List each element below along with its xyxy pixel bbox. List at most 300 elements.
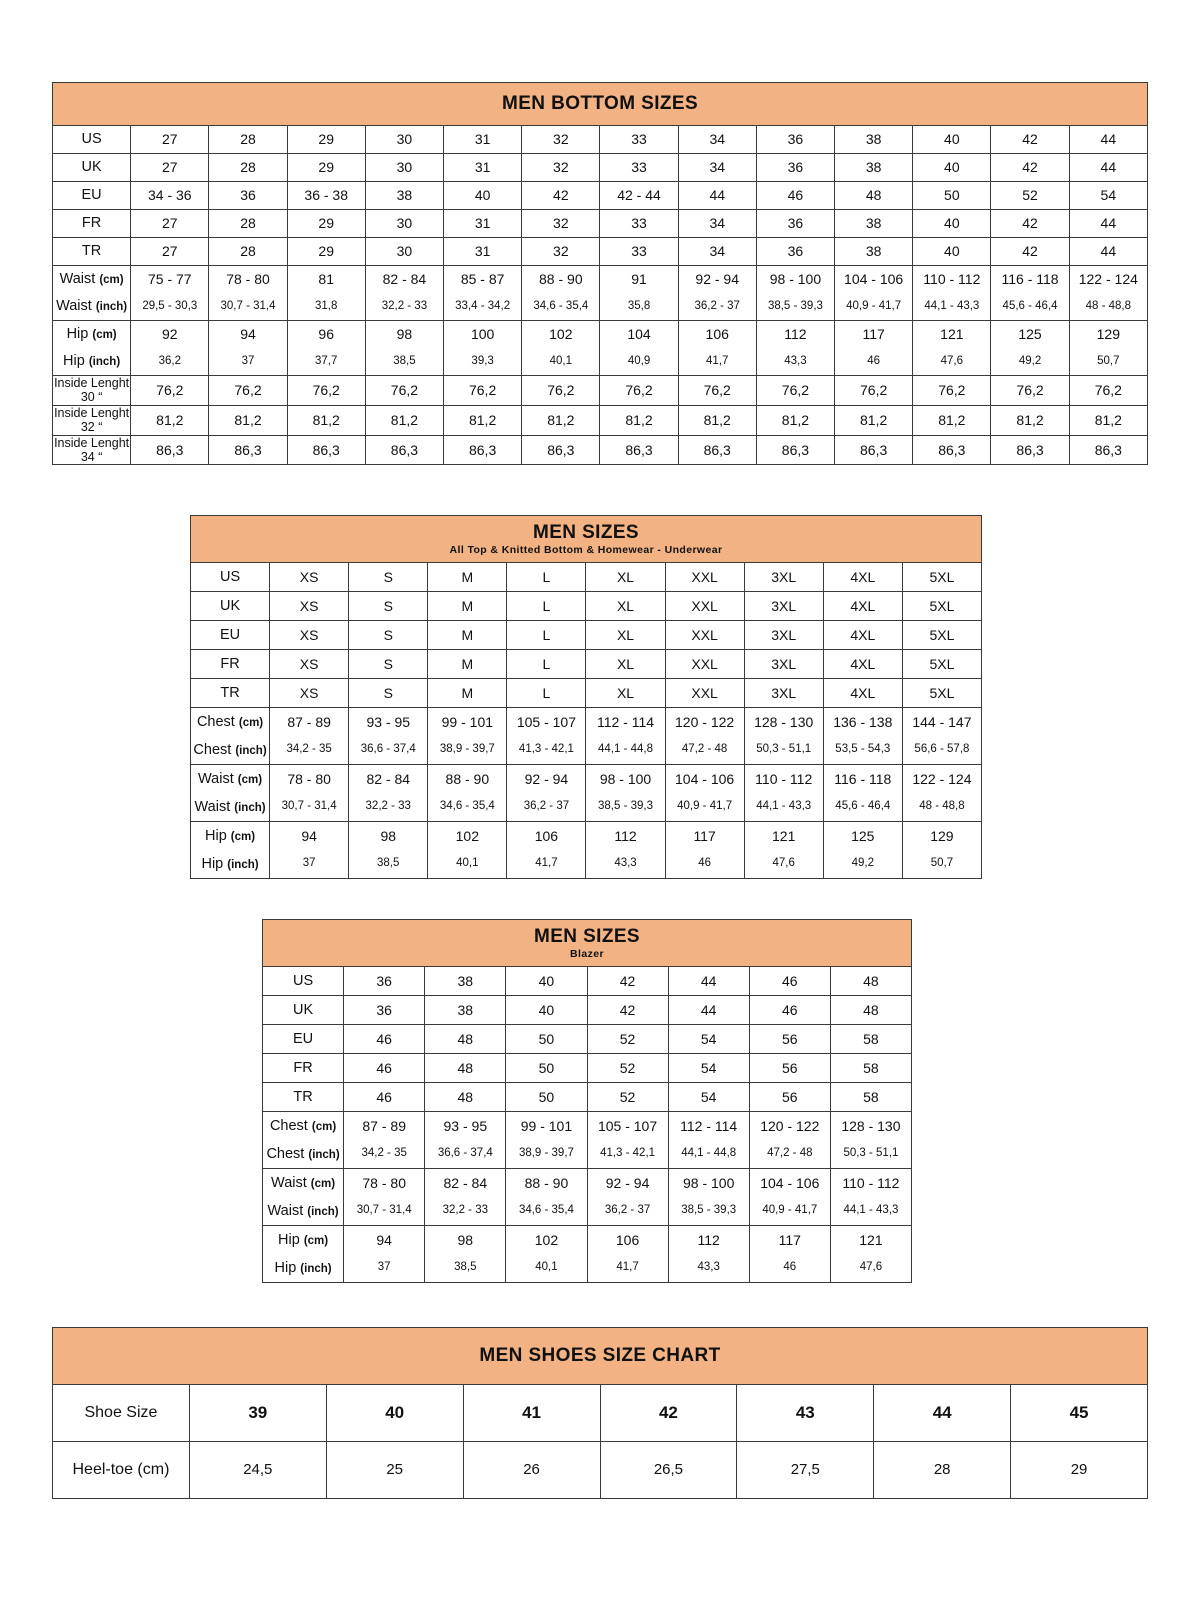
table-cell: 46 [749, 967, 830, 996]
table-cell: 121 [744, 822, 823, 851]
table-cell: XXL [665, 621, 744, 650]
table-cell: 32,2 - 33 [349, 793, 428, 822]
row-label-us: US [191, 563, 270, 592]
table-cell: 78 - 80 [270, 765, 349, 794]
table-cell: 81,2 [600, 405, 678, 435]
table-cell: 40 [326, 1385, 463, 1442]
table-cell: 46 [749, 996, 830, 1025]
row-label-waist-cm: Waist (cm) [263, 1169, 344, 1198]
table-cell: 48 - 48,8 [1069, 293, 1147, 321]
table-cell: 41 [463, 1385, 600, 1442]
table-cell: 38,5 - 39,3 [668, 1197, 749, 1226]
table-cell: 30 [365, 126, 443, 154]
table-cell: 48 - 48,8 [902, 793, 981, 822]
table-cell: 42 [600, 1385, 737, 1442]
table-cell: 129 [1069, 321, 1147, 349]
row-label-uk: UK [53, 154, 131, 182]
table-cell: 86,3 [678, 435, 756, 465]
table-cell: 112 - 114 [668, 1112, 749, 1141]
table-cell: 50,3 - 51,1 [830, 1140, 911, 1169]
table-cell: 39,3 [444, 348, 522, 376]
table-cell: 46 [344, 1025, 425, 1054]
table-row [53, 435, 1148, 465]
table-cell: 36,2 - 37 [507, 793, 586, 822]
table-cell: 38 [425, 967, 506, 996]
table-cell: 98 [365, 321, 443, 349]
table-cell: 42 [587, 967, 668, 996]
table-cell: 38 [365, 182, 443, 210]
table-cell: 44 [668, 996, 749, 1025]
table-cell: 112 [756, 321, 834, 349]
row-label-hip-inch: Hip (inch) [263, 1254, 344, 1283]
table-cell: 43,3 [668, 1254, 749, 1283]
table-cell: 86,3 [913, 435, 991, 465]
table-title-row [191, 516, 982, 563]
table-row [53, 1385, 1148, 1442]
table-row [191, 592, 982, 621]
table-cell: 46 [756, 182, 834, 210]
table-cell: 3XL [744, 621, 823, 650]
table-cell: 28 [209, 210, 287, 238]
table-cell: 86,3 [756, 435, 834, 465]
table-cell: XS [270, 621, 349, 650]
table-cell: 81,2 [756, 405, 834, 435]
table-cell: 34,2 - 35 [270, 736, 349, 765]
table-cell: 3XL [744, 679, 823, 708]
table-cell: 36 - 38 [287, 182, 365, 210]
table-title: MEN BOTTOM SIZES [53, 83, 1148, 126]
table-cell: 47,2 - 48 [749, 1140, 830, 1169]
table-row [53, 126, 1148, 154]
row-label-tr: TR [263, 1083, 344, 1112]
table-cell: 86,3 [991, 435, 1069, 465]
table-cell: 32 [522, 154, 600, 182]
table-cell: 86,3 [835, 435, 913, 465]
table-cell: 58 [830, 1083, 911, 1112]
table-cell: 81,2 [444, 405, 522, 435]
table-cell: 49,2 [823, 850, 902, 879]
table-title-row [53, 1328, 1148, 1385]
table-cell: 53,5 - 54,3 [823, 736, 902, 765]
table-cell: 94 [344, 1226, 425, 1255]
row-label-tr: TR [191, 679, 270, 708]
row-label-chest-cm: Chest (cm) [191, 708, 270, 737]
table-title: MEN SIZES All Top & Knitted Bottom & Homewear - Underwear [191, 516, 982, 563]
table-cell: 86,3 [209, 435, 287, 465]
table-cell: 34,6 - 35,4 [428, 793, 507, 822]
table-row [53, 405, 1148, 435]
table-cell: 82 - 84 [425, 1169, 506, 1198]
table-cell: 40,9 - 41,7 [665, 793, 744, 822]
table-cell: 47,6 [830, 1254, 911, 1283]
table-cell: 50,7 [902, 850, 981, 879]
table-cell: 40,9 - 41,7 [835, 293, 913, 321]
table-cell: 31 [444, 238, 522, 266]
table-cell: 44 [1069, 154, 1147, 182]
table-cell: 92 - 94 [587, 1169, 668, 1198]
table-cell: 42 [991, 210, 1069, 238]
table-cell: 56 [749, 1083, 830, 1112]
table-cell: 33 [600, 238, 678, 266]
table-cell: 37 [209, 348, 287, 376]
table-row [263, 996, 912, 1025]
table-men-sizes-tops [190, 515, 982, 879]
table-cell: 106 [507, 822, 586, 851]
table-cell: 86,3 [600, 435, 678, 465]
table-cell: L [507, 650, 586, 679]
table-cell: 38,5 [365, 348, 443, 376]
table-cell: 85 - 87 [444, 266, 522, 294]
table-cell: 40,1 [506, 1254, 587, 1283]
table-cell: XS [270, 592, 349, 621]
table-cell: S [349, 679, 428, 708]
table-cell: 34 [678, 126, 756, 154]
table-cell: 48 [425, 1054, 506, 1083]
table-cell: 3XL [744, 650, 823, 679]
table-cell: 44 [1069, 210, 1147, 238]
table-cell: 81,2 [835, 405, 913, 435]
table-cell: 50 [506, 1054, 587, 1083]
table-cell: 44 [678, 182, 756, 210]
table-cell: 40 [506, 996, 587, 1025]
table-row [53, 266, 1148, 294]
table-row [53, 182, 1148, 210]
table-row [53, 154, 1148, 182]
table-row [53, 348, 1148, 376]
table-title: MEN SIZES Blazer [263, 920, 912, 967]
table-cell: XL [586, 650, 665, 679]
table-cell: 88 - 90 [522, 266, 600, 294]
table-cell: 39 [189, 1385, 326, 1442]
table-cell: 81,2 [1069, 405, 1147, 435]
table-cell: 81 [287, 266, 365, 294]
table-cell: 29 [287, 238, 365, 266]
table-cell: 47,6 [744, 850, 823, 879]
table-row [263, 1112, 912, 1141]
table-cell: 98 - 100 [668, 1169, 749, 1198]
table-cell: 76,2 [287, 376, 365, 406]
table-row [53, 321, 1148, 349]
table-cell: S [349, 650, 428, 679]
table-cell: 36,2 - 37 [587, 1197, 668, 1226]
table-cell: 76,2 [678, 376, 756, 406]
table-cell: 120 - 122 [665, 708, 744, 737]
table-cell: S [349, 592, 428, 621]
table-cell: 52 [587, 1083, 668, 1112]
table-cell: 58 [830, 1025, 911, 1054]
table-cell: 86,3 [287, 435, 365, 465]
table-cell: 76,2 [991, 376, 1069, 406]
table-cell: 28 [209, 154, 287, 182]
table-cell: 110 - 112 [744, 765, 823, 794]
table-cell: 40 [506, 967, 587, 996]
table-cell: 122 - 124 [1069, 266, 1147, 294]
table-cell: XXL [665, 650, 744, 679]
table-cell: 4XL [823, 679, 902, 708]
table-title: MEN SHOES SIZE CHART [53, 1328, 1148, 1385]
table-cell: 58 [830, 1054, 911, 1083]
table-cell: 88 - 90 [506, 1169, 587, 1198]
table-cell: 28 [209, 126, 287, 154]
row-label-fr: FR [263, 1054, 344, 1083]
table-cell: XL [586, 621, 665, 650]
table-cell: 38,5 - 39,3 [756, 293, 834, 321]
table-cell: 28 [209, 238, 287, 266]
table-cell: 96 [287, 321, 365, 349]
table-cell: 36,2 [131, 348, 209, 376]
table-cell: 44,1 - 44,8 [586, 736, 665, 765]
table-cell: M [428, 679, 507, 708]
table-cell: 81,2 [287, 405, 365, 435]
table-men-shoes-size-chart [52, 1327, 1148, 1499]
table-cell: 42 - 44 [600, 182, 678, 210]
table-cell: 42 [991, 238, 1069, 266]
table-cell: 36 [756, 238, 834, 266]
table-cell: 32 [522, 238, 600, 266]
table-cell: 27,5 [737, 1442, 874, 1499]
table-cell: 81,2 [131, 405, 209, 435]
table-cell: 48 [425, 1083, 506, 1112]
table-cell: L [507, 621, 586, 650]
table-cell: 41,3 - 42,1 [507, 736, 586, 765]
table-cell: 92 - 94 [678, 266, 756, 294]
table-cell: 38,5 - 39,3 [586, 793, 665, 822]
table-row [263, 1169, 912, 1198]
row-label-hip-cm: Hip (cm) [263, 1226, 344, 1255]
table-cell: 112 [668, 1226, 749, 1255]
table-cell: M [428, 621, 507, 650]
table-cell: 110 - 112 [830, 1169, 911, 1198]
row-label-inside-length-32: Inside Lenght 32 “ [54, 405, 130, 435]
table-cell: 76,2 [913, 376, 991, 406]
table-cell: 98 - 100 [586, 765, 665, 794]
table-cell: 31 [444, 210, 522, 238]
table-cell: 121 [913, 321, 991, 349]
table-cell: 26 [463, 1442, 600, 1499]
table-cell: 102 [522, 321, 600, 349]
table-row [263, 1254, 912, 1283]
table-cell: 38,9 - 39,7 [506, 1140, 587, 1169]
table-cell: 34 [678, 210, 756, 238]
table-cell: 54 [1069, 182, 1147, 210]
table-cell: 112 - 114 [586, 708, 665, 737]
table-cell: 76,2 [835, 376, 913, 406]
table-cell: 40 [444, 182, 522, 210]
table-cell: 36 [344, 996, 425, 1025]
table-cell: 82 - 84 [349, 765, 428, 794]
table-cell: XXL [665, 679, 744, 708]
table-cell: 34,6 - 35,4 [522, 293, 600, 321]
table-cell: M [428, 592, 507, 621]
table-cell: 28 [874, 1442, 1011, 1499]
table-cell: 44,1 - 43,3 [913, 293, 991, 321]
table-row [263, 967, 912, 996]
table-cell: 128 - 130 [830, 1112, 911, 1141]
table-cell: XS [270, 650, 349, 679]
table-cell: 106 [678, 321, 756, 349]
table-cell: 98 [425, 1226, 506, 1255]
table-cell: 125 [823, 822, 902, 851]
table-cell: 36,2 - 37 [678, 293, 756, 321]
table-cell: 117 [835, 321, 913, 349]
table-cell: 52 [991, 182, 1069, 210]
row-label-hip-cm: Hip (cm) [191, 822, 270, 851]
table-title-row [263, 920, 912, 967]
table-cell: 46 [344, 1054, 425, 1083]
row-label-inside-length-34: Inside Lenght 34 “ [54, 435, 130, 464]
table-cell: 27 [131, 238, 209, 266]
table-cell: 31 [444, 154, 522, 182]
table-cell: 82 - 84 [365, 266, 443, 294]
table-cell: 117 [749, 1226, 830, 1255]
table-cell: XS [270, 679, 349, 708]
table-cell: 105 - 107 [507, 708, 586, 737]
table-cell: 29 [1011, 1442, 1148, 1499]
row-label-waist-cm: Waist (cm) [191, 765, 270, 794]
table-cell: 45,6 - 46,4 [823, 793, 902, 822]
table-cell: 5XL [902, 621, 981, 650]
table-cell: 88 - 90 [428, 765, 507, 794]
table-row [191, 650, 982, 679]
table-cell: 44,1 - 43,3 [830, 1197, 911, 1226]
table-cell: M [428, 650, 507, 679]
table-cell: 104 - 106 [835, 266, 913, 294]
table-cell: 76,2 [131, 376, 209, 406]
table-cell: 34 - 36 [131, 182, 209, 210]
table-cell: 110 - 112 [913, 266, 991, 294]
row-label-eu: EU [191, 621, 270, 650]
table-cell: 86,3 [522, 435, 600, 465]
table-cell: 27 [131, 210, 209, 238]
table-cell: 94 [270, 822, 349, 851]
table-cell: 92 [131, 321, 209, 349]
table-cell: 44 [668, 967, 749, 996]
table-cell: 48 [835, 182, 913, 210]
table-cell: 91 [600, 266, 678, 294]
table-cell: 93 - 95 [349, 708, 428, 737]
table-row [53, 238, 1148, 266]
table-cell: 75 - 77 [131, 266, 209, 294]
table-cell: 76,2 [1069, 376, 1147, 406]
table-cell: 4XL [823, 650, 902, 679]
table-cell: 24,5 [189, 1442, 326, 1499]
table-cell: 98 [349, 822, 428, 851]
table-cell: 106 [587, 1226, 668, 1255]
table-cell: 40,1 [522, 348, 600, 376]
table-cell: L [507, 592, 586, 621]
table-cell: 48 [830, 996, 911, 1025]
table-cell: 40,9 - 41,7 [749, 1197, 830, 1226]
table-cell: 99 - 101 [428, 708, 507, 737]
table-cell: 41,7 [678, 348, 756, 376]
row-label-waist-inch: Waist (inch) [263, 1197, 344, 1226]
table-cell: 136 - 138 [823, 708, 902, 737]
table-cell: 50 [506, 1025, 587, 1054]
table-cell: 87 - 89 [270, 708, 349, 737]
table-cell: L [507, 563, 586, 592]
table-cell: 104 [600, 321, 678, 349]
table-cell: 120 - 122 [749, 1112, 830, 1141]
table-cell: 38 [835, 126, 913, 154]
row-label-uk: UK [191, 592, 270, 621]
table-row [263, 1083, 912, 1112]
table-cell: 41,7 [507, 850, 586, 879]
table-cell: 43,3 [586, 850, 665, 879]
table-cell: 26,5 [600, 1442, 737, 1499]
table-cell: 38,5 [349, 850, 428, 879]
table-cell: 33 [600, 154, 678, 182]
table-cell: 116 - 118 [823, 765, 902, 794]
table-cell: 36 [756, 154, 834, 182]
table-cell: XL [586, 563, 665, 592]
table-cell: 112 [586, 822, 665, 851]
table-cell: 4XL [823, 563, 902, 592]
table-cell: 33,4 - 34,2 [444, 293, 522, 321]
table-cell: 46 [344, 1083, 425, 1112]
row-label-tr: TR [53, 238, 131, 266]
table-cell: 81,2 [365, 405, 443, 435]
table-cell: 37 [344, 1254, 425, 1283]
table-cell: 30 [365, 210, 443, 238]
table-cell: 50,3 - 51,1 [744, 736, 823, 765]
table-cell: 4XL [823, 621, 902, 650]
table-cell: 104 - 106 [665, 765, 744, 794]
table-cell: 81,2 [913, 405, 991, 435]
table-cell: 50 [913, 182, 991, 210]
table-cell: 35,8 [600, 293, 678, 321]
table-cell: 33 [600, 210, 678, 238]
table-cell: 87 - 89 [344, 1112, 425, 1141]
row-label-hip-cm: Hip (cm) [53, 321, 131, 349]
table-row [263, 1025, 912, 1054]
table-cell: 100 [444, 321, 522, 349]
row-label-shoe-size: Shoe Size [53, 1385, 190, 1442]
table-cell: 45,6 - 46,4 [991, 293, 1069, 321]
table-cell: 42 [991, 154, 1069, 182]
table-cell: 27 [131, 126, 209, 154]
table-title-row [53, 83, 1148, 126]
table-cell: 32,2 - 33 [365, 293, 443, 321]
table-cell: 125 [991, 321, 1069, 349]
table-row [191, 708, 982, 737]
row-label-chest-cm: Chest (cm) [263, 1112, 344, 1141]
table-cell: 56,6 - 57,8 [902, 736, 981, 765]
table-cell: 76,2 [600, 376, 678, 406]
table-cell: 44,1 - 43,3 [744, 793, 823, 822]
table-row [191, 736, 982, 765]
table-cell: 34 [678, 154, 756, 182]
table-cell: 40 [913, 126, 991, 154]
table-row [191, 793, 982, 822]
table-cell: 27 [131, 154, 209, 182]
table-cell: 52 [587, 1054, 668, 1083]
table-row [53, 376, 1148, 406]
table-men-bottom-sizes [52, 82, 1148, 465]
table-cell: 38,5 [425, 1254, 506, 1283]
row-label-eu: EU [53, 182, 131, 210]
table-cell: 5XL [902, 563, 981, 592]
table-cell: XL [586, 679, 665, 708]
table-cell: 76,2 [756, 376, 834, 406]
row-label-eu: EU [263, 1025, 344, 1054]
table-cell: 48 [425, 1025, 506, 1054]
table-cell: 38 [835, 154, 913, 182]
table-cell: 81,2 [678, 405, 756, 435]
row-label-waist-inch: Waist (inch) [191, 793, 270, 822]
row-label-waist-cm: Waist (cm) [53, 266, 131, 294]
table-cell: 104 - 106 [749, 1169, 830, 1198]
table-cell: 48 [830, 967, 911, 996]
